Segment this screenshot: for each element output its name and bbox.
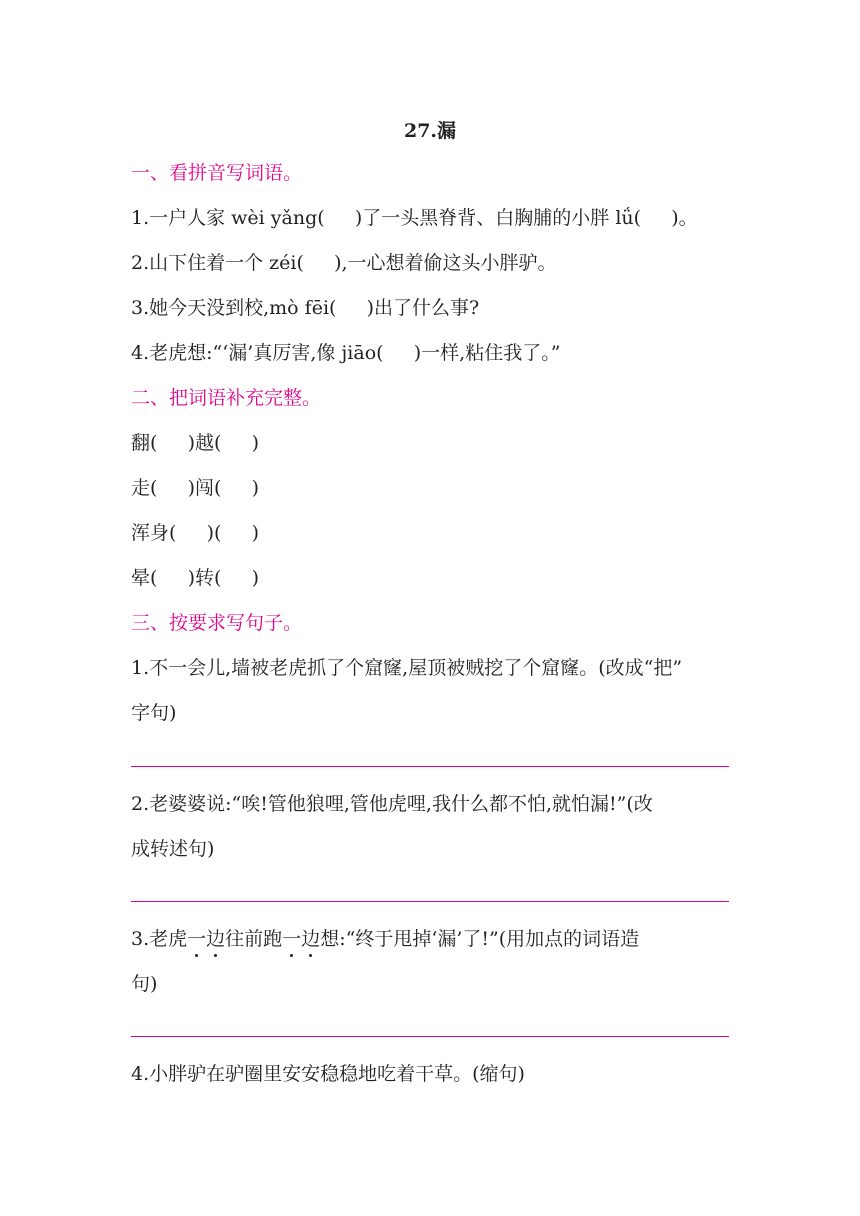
- idiom-item-4: 晕( )转( ): [131, 567, 260, 589]
- q3-suffix: 想:“终于甩掉‘漏’了!”(用加点的词语造: [320, 928, 640, 950]
- page-title: 27.漏: [403, 120, 457, 142]
- dotted-char: 一: [187, 928, 207, 950]
- question-3-1-line1: 1.不一会儿,墙被老虎抓了个窟窿,屋顶被贼挖了个窟窿。(改成“把”: [131, 657, 683, 679]
- question-3-2-line2: 成转述句): [131, 838, 215, 860]
- question-1-1: 1.一户人家 wèi yǎng( )了一头黑脊背、白胸脯的小胖 lǘ( )。: [131, 207, 698, 229]
- dotted-char: 一: [282, 928, 302, 950]
- section-3-heading: 三、按要求写句子。: [131, 612, 303, 634]
- question-3-4-line1: 4.小胖驴在驴圈里安安稳稳地吃着干草。(缩句): [131, 1063, 525, 1085]
- question-3-1-line2: 字句): [131, 702, 177, 724]
- q3-prefix: 3.老虎: [131, 928, 188, 950]
- answer-line-1[interactable]: [131, 766, 729, 767]
- section-1-heading: 一、看拼音写词语。: [131, 162, 303, 184]
- question-1-2: 2.山下住着一个 zéi( ),一心想着偷这头小胖驴。: [131, 252, 557, 274]
- dotted-char: 边: [206, 928, 226, 950]
- question-3-3-line2: 句): [131, 973, 158, 995]
- dotted-char: 边: [301, 928, 321, 950]
- question-1-3: 3.她今天没到校,mò fēi( )出了什么事?: [131, 297, 480, 319]
- answer-line-3[interactable]: [131, 1036, 729, 1037]
- section-2-heading: 二、把词语补充完整。: [131, 387, 322, 409]
- idiom-item-1: 翻( )越( ): [131, 432, 260, 454]
- q3-middle: 往前跑: [225, 928, 283, 950]
- question-1-4: 4.老虎想:“‘漏’真厉害,像 jiāo( )一样,粘住我了。”: [131, 342, 561, 364]
- question-3-2-line1: 2.老婆婆说:“唉!管他狼哩,管他虎哩,我什么都不怕,就怕漏!”(改: [131, 793, 653, 815]
- idiom-item-2: 走( )闯( ): [131, 477, 260, 499]
- question-3-3-line1: [131, 927, 639, 951]
- answer-line-2[interactable]: [131, 901, 729, 902]
- idiom-item-3: 浑身( )( ): [131, 522, 260, 544]
